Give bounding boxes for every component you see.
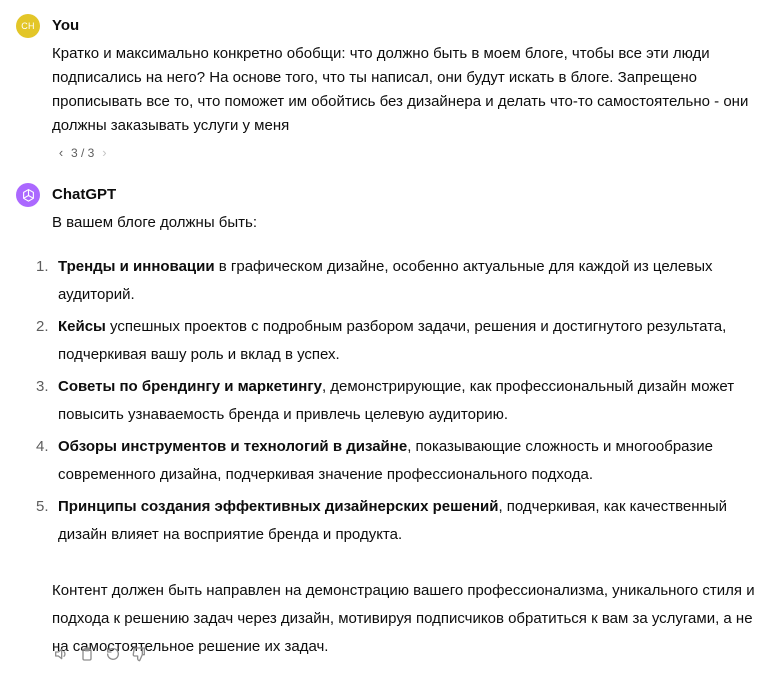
copy-icon[interactable] [78,645,96,663]
user-message-text: Кратко и максимально конкретно обобщи: что должно быть в моем блоге, чтобы все эти люди подписались на него? На основе того, что ты написал, они будут искать в блоге. Запрещено прописывать все то, что поможет им обойтись без дизайнера и делать что-то самостоятельно - они должны заказывать услуги у меня [52,45,749,134]
response-pager [54,145,111,160]
user-avatar: CH [16,14,40,38]
pager-count: 3 / 3 [71,145,95,160]
assistant-author-name: ChatGPT [52,186,117,203]
chatgpt-logo-icon [16,183,40,207]
user-message-body [52,42,773,138]
regenerate-icon[interactable] [104,645,122,663]
recommendations-list [36,253,773,549]
list-item: 5. Принципы создания эффективных дизайнерских решений, подчеркивая, как качественный дизайн влияет на восприятие бренда и продукта. [36,498,727,543]
pager-next-icon[interactable]: › [102,145,107,160]
user-author-name: You [52,17,80,34]
list-item: 1. Тренды и инновации в графическом дизайне, особенно актуальные для каждой из целевых аудиторий. [36,258,713,303]
message-actions [52,645,148,663]
thumbs-down-icon[interactable] [130,645,148,663]
list-item: 4. Обзоры инструментов и технологий в дизайне, показывающие сложность и многообразие современного дизайна, подчеркивая значение профессионального подхода. [36,438,713,483]
assistant-message-body [36,211,773,661]
list-item: 2. Кейсы успешных проектов с подробным разбором задачи, решения и достигнутого результата, подчеркивая вашу роль и вклад в успех. [36,318,727,363]
read-aloud-icon[interactable] [52,645,70,663]
pager-prev-icon[interactable]: ‹ [58,145,64,160]
list-item: 3. Советы по брендингу и маркетингу, демонстрирующие, как профессиональный дизайн может повысить узнаваемость бренда и привлечь целевую аудиторию. [36,378,735,423]
assistant-outro: Контент должен быть направлен на демонстрацию вашего профессионализма, уникального стиля и подхода к решению задач через дизайн, мотивируя подписчиков обратиться к вам за услугами, а не на самостоятельное решение их задач. [52,582,755,655]
assistant-intro: В вашем блоге должны быть: [52,214,258,231]
